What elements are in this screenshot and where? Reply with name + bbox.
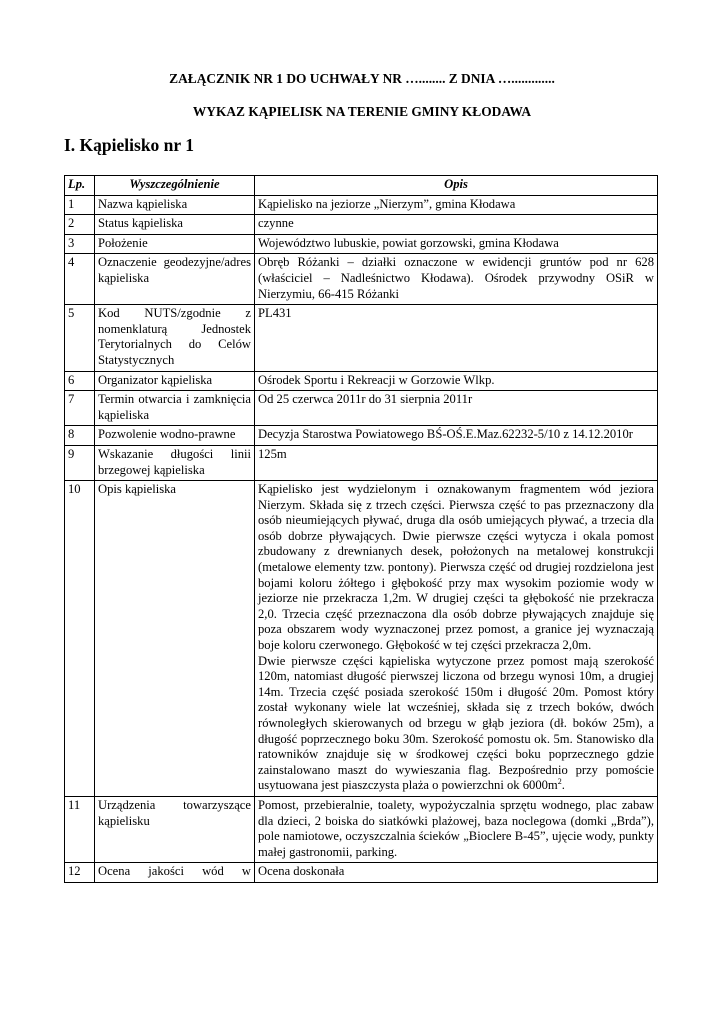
table-row — [65, 305, 658, 371]
table-row — [65, 215, 658, 235]
row-item: Termin otwarcia i zamknięcia kąpieliska — [95, 391, 255, 426]
row-description — [255, 481, 658, 797]
column-header-lp: Lp. — [65, 176, 95, 196]
table-row — [65, 195, 658, 215]
list-title: WYKAZ KĄPIELISK NA TERENIE GMINY KŁODAWA — [192, 104, 532, 119]
table-row — [65, 391, 658, 426]
row-number: 10 — [65, 481, 95, 797]
row-description: Ocena doskonała — [255, 863, 658, 883]
row-number: 2 — [65, 215, 95, 235]
row-number: 3 — [65, 234, 95, 254]
row-description: Od 25 czerwca 2011r do 31 sierpnia 2011r — [255, 391, 658, 426]
description-paragraph — [258, 654, 654, 794]
row-description: PL431 — [255, 305, 658, 371]
row-item: Pozwolenie wodno-prawne — [95, 426, 255, 446]
row-number: 11 — [65, 796, 95, 862]
column-header-item: Wyszczególnienie — [95, 176, 255, 196]
table-row — [65, 371, 658, 391]
row-description: 125m — [255, 445, 658, 480]
row-item: Położenie — [95, 234, 255, 254]
row-number: 12 — [65, 863, 95, 883]
row-item: Urządzenia towarzyszące kąpielisku — [95, 796, 255, 862]
table-row — [65, 863, 658, 883]
row-item: Kod NUTS/zgodnie z nomenklaturą Jednostek Terytorialnych do Celów Statystycznych — [95, 305, 255, 371]
superscript: 2 — [557, 777, 562, 787]
row-item: Wskazanie długości linii brzegowej kąpieliska — [95, 445, 255, 480]
row-description: Pomost, przebieralnie, toalety, wypożyczalnia sprzętu wodnego, plac zabaw dla dzieci, 2 boiska do siatkówki plażowej, baza noclegowa (domki „Brda”), pole namiotowe, oczyszczalnia ścieków „Bioclere B-45”, ujęcie wody, punkty małej gastronomii, parking. — [255, 796, 658, 862]
table-row — [65, 426, 658, 446]
description-text: Dwie pierwsze części kąpieliska wytyczone przez pomost mają szerokość 120m, natomiast długość pierwszej liczona od brzegu wynosi 10m, a drugiej 14m. Trzecia część posiada szerokość 150m i długość 20m. Pomost który został wykonany wiele lat wcześniej, składa się z trzech boków, dwóch równoległych skierowanych od brzegu w głąb jeziora (dł. boków 25m), a długość poprzecznego boku 30m. Szerokość pomostu ok. 5m. Stanowisko dla ratowników znajduje się w środkowej części boku poprzecznego gdzie zainstalowano maszt do wywieszania flag. Bezpośrednio przy pomoście usytuowana jest piaszczysta plaża o powierzchni ok 6000m — [258, 653, 654, 793]
row-description: Województwo lubuskie, powiat gorzowski, gmina Kłodawa — [255, 234, 658, 254]
row-number: 6 — [65, 371, 95, 391]
row-description: czynne — [255, 215, 658, 235]
table-row — [65, 796, 658, 862]
row-description: Decyzja Starostwa Powiatowego BŚ-OŚ.E.Maz.62232-5/10 z 14.12.2010r — [255, 426, 658, 446]
row-description: Obręb Różanki – działki oznaczone w ewidencji gruntów pod nr 628 (właściciel – Nadleśnictwo Kłodawa). Ośrodek przywodny OSiR w Nierzymiu, 66-415 Różanki — [255, 254, 658, 305]
description-paragraph: Kąpielisko jest wydzielonym i oznakowanym fragmentem wód jeziora Nierzym. Składa się z trzech części. Pierwsza część to pas przeznaczony dla osób nieumiejących pływać, druga dla osób umiejących pływać, a trzecia dla osób dobrze pływających. Dwie pierwsze części wytycza i okala pomost zbudowany z drewnianych desek, położonych na metalowej konstrukcji (metalowe elementy tzw. pontony). Pierwsza część od drugiej rozdzielona jest bojami koloru żółtego i głębokość przy max wysokim poziomie wody w jeziorze nie przekracza 1,2m. W drugiej części ta głębokość nie przekracza 2,0. Trzecia część przeznaczona dla osób dobrze pływających znajduje się poza obszarem wody wyznaczonej przez pomost, a granice jej wyznaczają boje koloru czerwonego. Głębokość w tej części przekracza 2,0m. — [258, 482, 654, 653]
row-number: 7 — [65, 391, 95, 426]
row-description: Kąpielisko na jeziorze „Nierzym”, gmina Kłodawa — [255, 195, 658, 215]
row-number: 9 — [65, 445, 95, 480]
row-number: 4 — [65, 254, 95, 305]
description-text-end: . — [561, 778, 565, 793]
table-row — [65, 254, 658, 305]
row-number: 5 — [65, 305, 95, 371]
section-title: I. Kąpielisko nr 1 — [64, 135, 194, 155]
column-header-description: Opis — [255, 176, 658, 196]
row-number: 1 — [65, 195, 95, 215]
row-item: Ocena jakości wód w — [95, 863, 255, 883]
row-item: Status kąpieliska — [95, 215, 255, 235]
annex-title: ZAŁĄCZNIK NR 1 DO UCHWAŁY NR …........ Z DNIA …............. — [169, 71, 555, 86]
row-description: Ośrodek Sportu i Rekreacji w Gorzowie Wlkp. — [255, 371, 658, 391]
table-row — [65, 445, 658, 480]
row-item: Nazwa kąpieliska — [95, 195, 255, 215]
table-row — [65, 234, 658, 254]
table-row — [65, 481, 658, 797]
row-item: Oznaczenie geodezyjne/adres kąpieliska — [95, 254, 255, 305]
table-header-row — [65, 176, 658, 196]
row-item: Organizator kąpieliska — [95, 371, 255, 391]
row-number: 8 — [65, 426, 95, 446]
bathing-area-table — [64, 175, 658, 883]
row-item: Opis kąpieliska — [95, 481, 255, 797]
